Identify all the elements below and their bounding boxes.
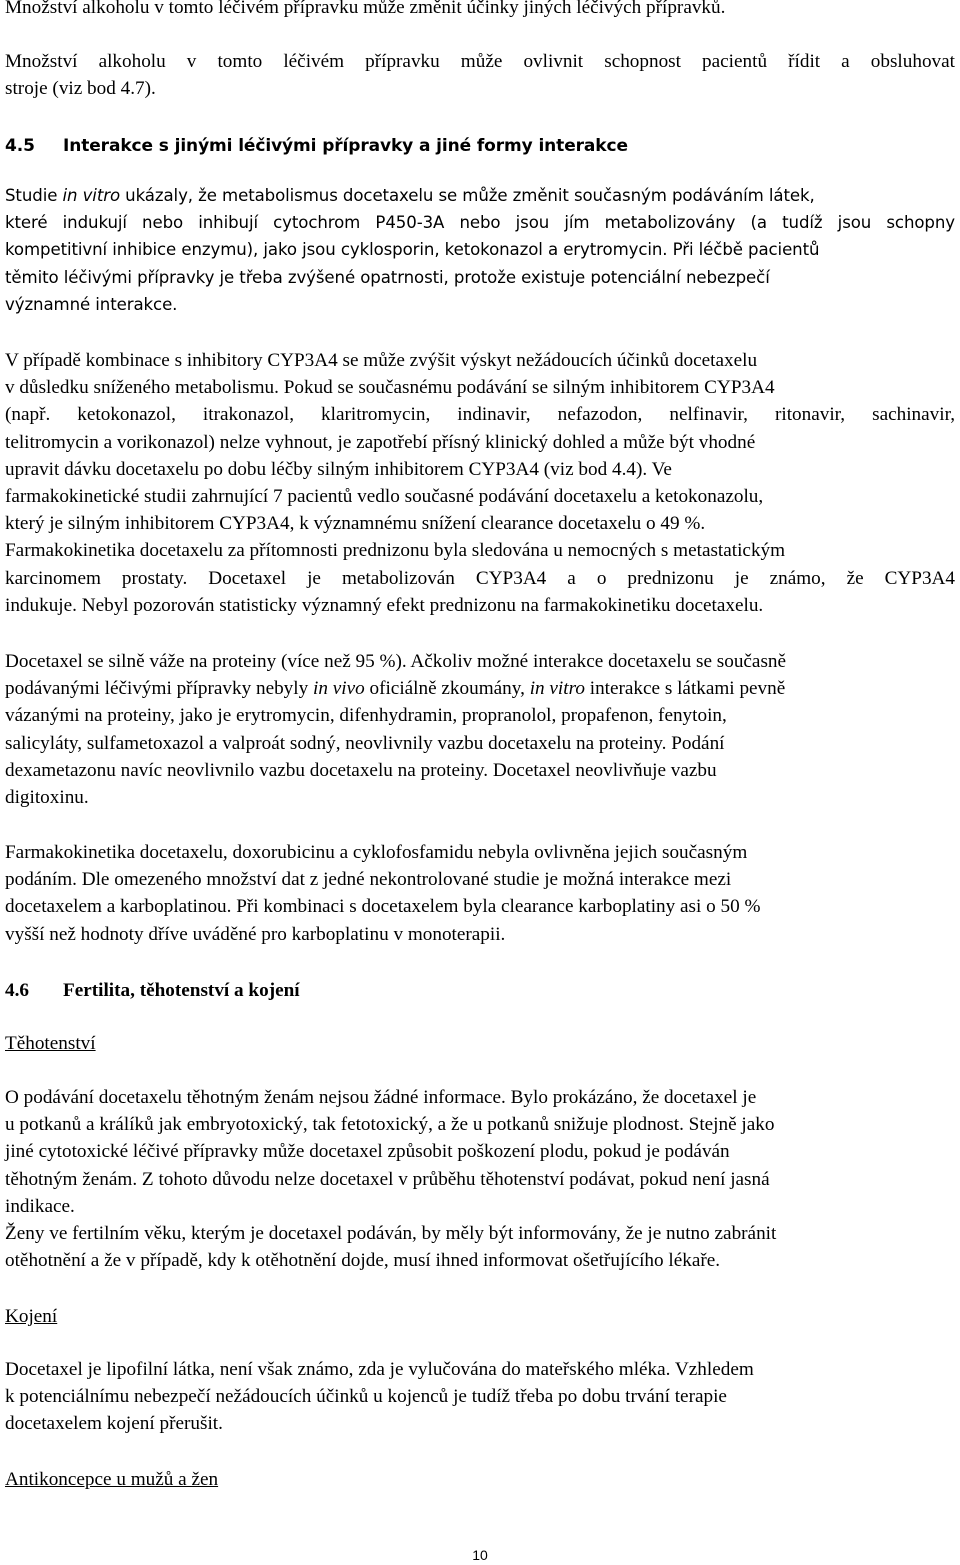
subheading-contraception: Antikoncepce u mužů a žen [5,1469,219,1490]
paragraph-breastfeeding: Docetaxel je lipofilní látka, není však známo, zda je vylučována do mateřského mléka. Vzhledem k potenciálnímu nebezpečí nežádoucích účinků u kojenců je tudíž třeba po dobu trvání terapie docetaxelem kojení přerušit. [5,1359,754,1435]
paragraph-cyp3a4-inhibitors: V případě kombinace s inhibitory CYP3A4 se může zvýšit výskyt nežádoucích účinků docetaxelu v důsledku sníženého metabolismu. Pokud se současnému podávání se silným inhibitorem CYP3A4 (např. ketokonazol, itrakonazol, klaritromycin, indinavir, nefazodon, nelfinavir, ritonavir, sachinavir, telitromycin a vorikonazol) nelze vyhnout, je zapotřebí přísný klinický dohled a může být vhodné upravit dávku docetaxelu po dobu léčby silným inhibitorem CYP3A4 (viz bod 4.4). Ve farmakokinetické studii zahrnující 7 pacientů vedlo současné podávání docetaxelu a ketokonazolu, který je silným inhibitorem CYP3A4, k významnému snížení clearance docetaxelu o 49 %. Farmakokinetika docetaxelu za přítomnosti prednizonu byla sledována u nemocných s metastatickým karcinomem prostaty. Docetaxel je metabolizován CYP3A4 a o prednizonu je známo, že CYP3A4 indukuje. Nebyl pozorován statisticky významný efekt prednizonu na farmakokinetiku docetaxelu. [5,350,955,616]
subheading-breastfeeding: Kojení [5,1306,58,1327]
paragraph-alcohol-driving: Množství alkoholu v tomto léčivém přípravku může ovlivnit schopnost pacientů řídit a obsluhovat stroje (viz bod 4.7). [5,51,955,100]
paragraph-pregnancy: O podávání docetaxelu těhotným ženám nejsou žádné informace. Bylo prokázáno, že docetaxel je u potkanů a králíků jak embryotoxický, tak fetotoxický, a že u potkanů snižuje plodnost. Stejně jako jiné cytotoxické léčivé přípravky může docetaxel způsobit poškození plodu, pokud je podáván těhotným ženám. Z tohoto důvodu nelze docetaxel v průběhu těhotenství podávat, pokud není jasná indikace. Ženy ve fertilním věku, kterým je docetaxel podáván, by měly být informovány, že je nutno zabránit otěhotnění a že v případě, kdy k otěhotnění dojde, musí ihned informovat ošetřujícího lékaře. [5,1087,777,1272]
paragraph-alcohol-effects: Množství alkoholu v tomto léčivém přípravku může změnit účinky jiných léčivých přípravků. [5,0,726,18]
paragraph-protein-binding: Docetaxel se silně váže na proteiny (více než 95 %). Ačkoliv možné interakce docetaxelu se současně podávanými léčivými přípravky nebyly in vivo oficiálně zkoumány, in vitro interakce s látkami pevně vázanými na proteiny, jako je erytromycin, difenhydramin, propranolol, propafenon, fenytoin, salicyláty, sulfametoxazol a valproát sodný, neovlivnily vazbu docetaxelu na proteiny. Podání dexametazonu navíc neovlivnilo vazbu docetaxelu na proteiny. Docetaxel neovlivňuje vazbu digitoxinu. [5,651,787,809]
paragraph-pharmacokinetics: Farmakokinetika docetaxelu, doxorubicinu a cyklofosfamidu nebyla ovlivněna jejich současným podáním. Dle omezeného množství dat z jedné nekontrolované studie je možná interakce mezi docetaxelem a karboplatinou. Při kombinaci s docetaxelem byla clearance karboplatiny asi o 50 % vyšší než hodnoty dříve uváděné pro karboplatinu v monoterapii. [5,842,761,945]
subheading-pregnancy: Těhotenství [5,1033,96,1054]
section-heading-4-6: 4.6 Fertilita, těhotenství a kojení [5,980,300,1001]
page-number: 10 [472,1547,488,1563]
section-heading-4-5: 4.5 Interakce s jinými léčivými přípravky a jiné formy interakce [5,136,628,156]
paragraph-in-vitro-studies: Studie in vitro ukázaly, že metabolismus docetaxelu se může změnit současným podáváním látek, které indukují nebo inhibují cytochrom P450-3A nebo jsou jím metabolizovány (a tudíž jsou schopny kompetitivní inhibice enzymu), jako jsou cyklosporin, ketokonazol a erytromycin. Při léčbě pacientů těmito léčivými přípravky je třeba zvýšené opatrnosti, protože existuje potenciální nebezpečí významné interakce. [5,186,955,314]
